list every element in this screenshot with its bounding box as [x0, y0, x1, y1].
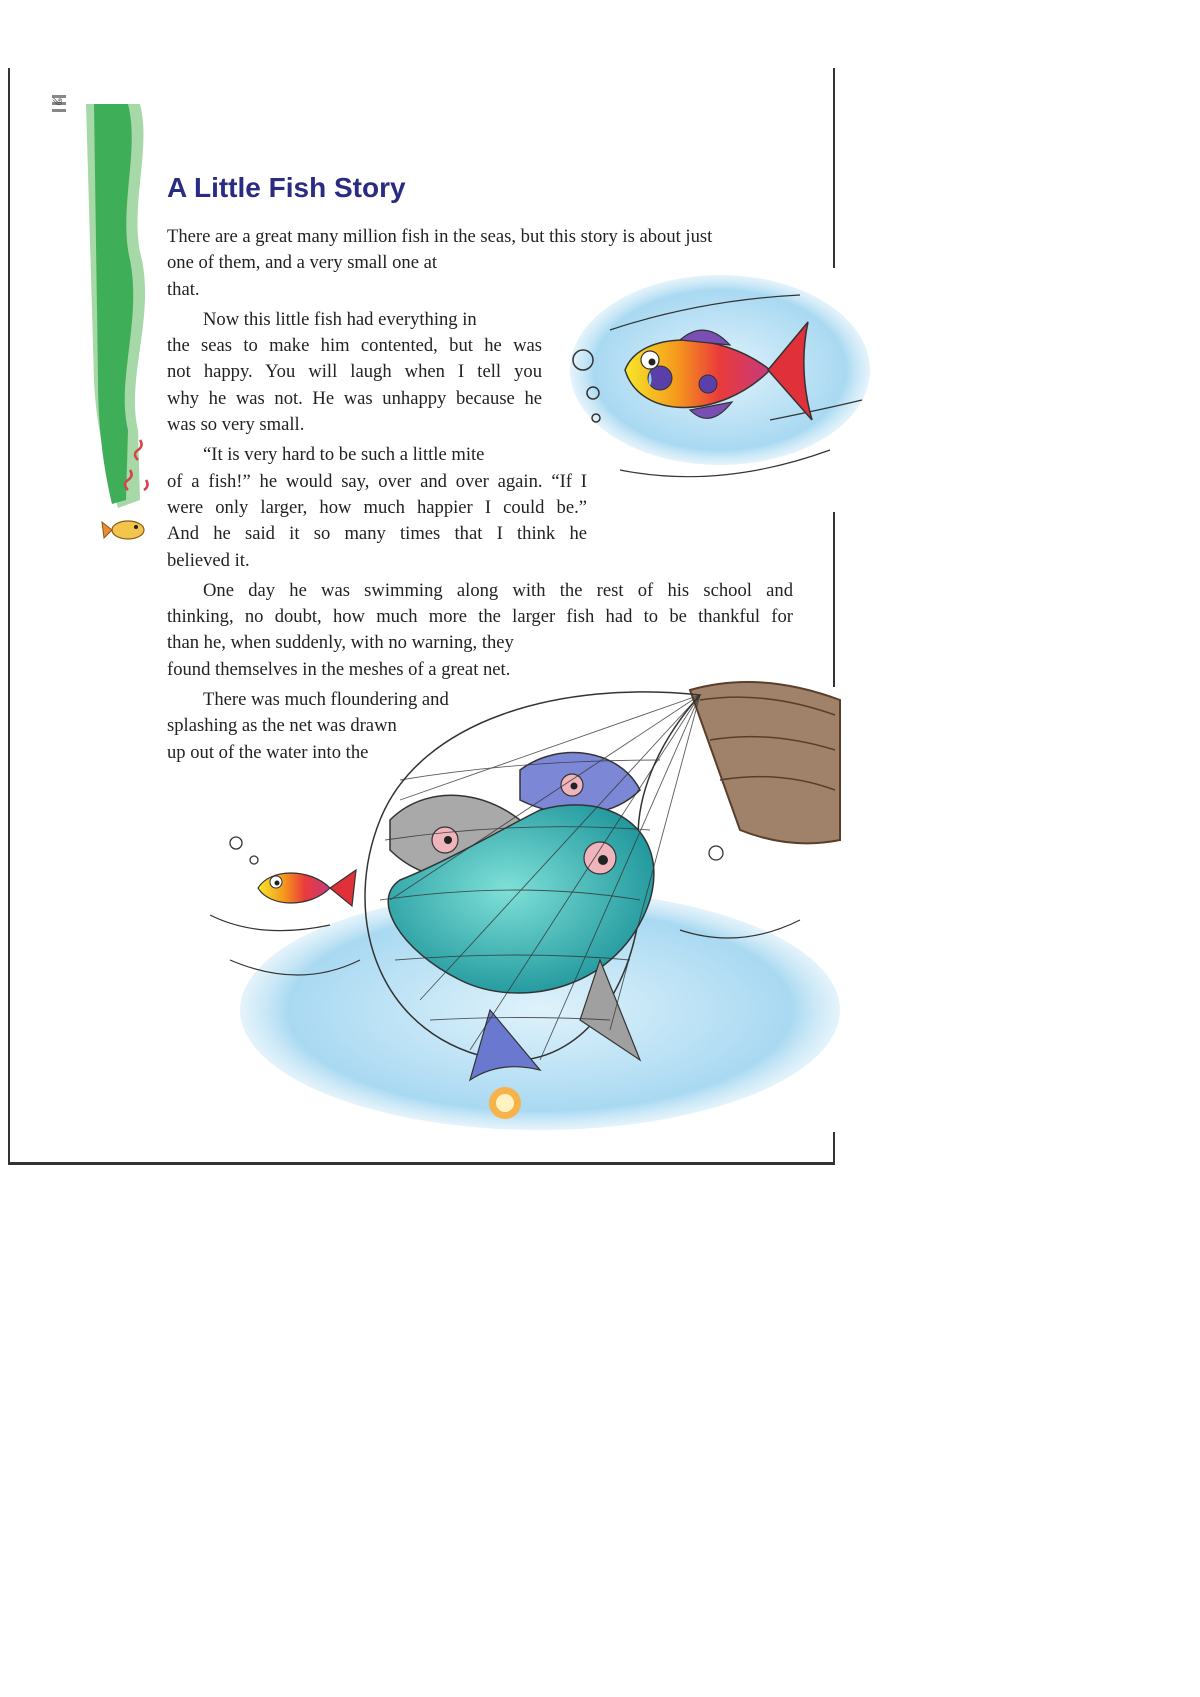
- text-line: splashing as the net was drawn: [167, 715, 397, 737]
- page-title: A Little Fish Story: [167, 172, 406, 203]
- text-line: were only larger, how much happier I could be.”: [167, 496, 587, 518]
- text-line: Now this little fish had everything in: [203, 308, 477, 330]
- paragraph-2: [167, 307, 793, 438]
- paragraph-1: [167, 224, 793, 303]
- text-line: “It is very hard to be such a little mite: [203, 444, 485, 466]
- text-line: thinking, no doubt, how much more the larger fish had to be thankful for: [167, 606, 793, 628]
- text-line: There was much floundering and: [203, 689, 449, 711]
- green-band-decoration: [52, 95, 145, 508]
- paragraph-5: [167, 687, 793, 766]
- text-line: There are a great many million fish in the seas, but this story is about just: [167, 226, 713, 247]
- text-line: And he said it so many times that I think he: [167, 523, 587, 545]
- paragraph-3: [167, 442, 793, 573]
- paragraph-4: [167, 578, 793, 683]
- small-bird-icon: [102, 521, 144, 539]
- text-line: than he, when suddenly, with no warning, they: [167, 632, 514, 654]
- text-line: of a fish!” he would say, over and over again. “If I: [167, 470, 587, 492]
- text-line: that.: [167, 278, 200, 300]
- text-line: one of them, and a very small one at: [167, 252, 438, 274]
- text-line: why he was not. He was unhappy because he: [167, 387, 542, 409]
- text-line: found themselves in the meshes of a great net.: [167, 658, 511, 680]
- watermark-glyph: ༄: [52, 96, 63, 109]
- text-line: One day he was swimming along with the rest of his school and: [203, 579, 793, 601]
- text-line: not happy. You will laugh when I tell you: [167, 361, 542, 383]
- text-line: the seas to make him contented, but he was: [167, 335, 542, 357]
- story-text: [167, 224, 793, 770]
- text-line: believed it.: [167, 549, 250, 571]
- text-line: up out of the water into the: [167, 741, 369, 763]
- text-line: was so very small.: [167, 414, 305, 436]
